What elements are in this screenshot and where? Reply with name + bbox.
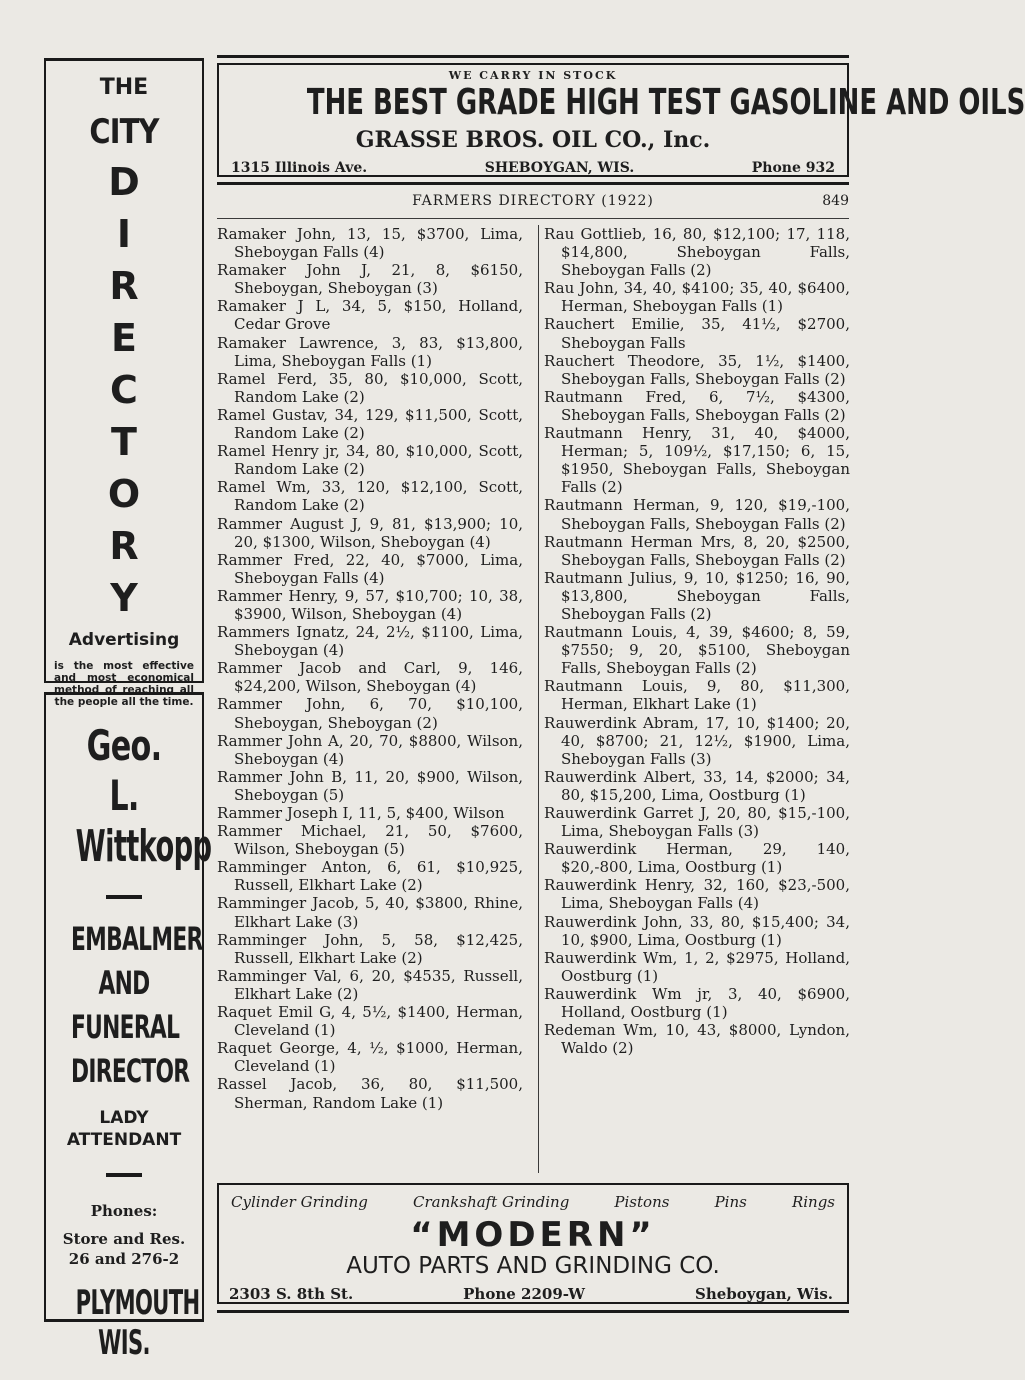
ad-name-line2: Wittkopp — [75, 821, 212, 872]
directory-entry: Rammer Fred, 22, 40, $7000, Lima, Sheboygan Falls (4) — [217, 550, 523, 587]
ad-service: Pistons — [614, 1193, 670, 1211]
directory-entry: Rammer Michael, 21, 50, $7600, Wilson, Sheboygan (5) — [217, 822, 523, 859]
city-directory-ad — [44, 58, 204, 708]
ad-services — [231, 1193, 835, 1211]
directory-entry: Rau Gottlieb, 16, 80, $12,100; 17, 118, $14,800, Sheboygan Falls, Sheboygan Falls (2) — [544, 225, 850, 280]
page-number: 849 — [822, 193, 849, 209]
directory-entry: Rammers Ignatz, 24, 2½, $1100, Lima, Sheboygan (4) — [217, 623, 523, 660]
directory-entry: Ramminger Anton, 6, 61, $10,925, Russell, Elkhart Lake (2) — [217, 858, 523, 895]
column-divider — [538, 225, 539, 1173]
directory-entry: Raquet George, 4, ½, $1000, Herman, Cleveland (1) — [217, 1039, 523, 1076]
ad-company: GRASSE BROS. OIL CO., Inc. — [355, 127, 711, 153]
ad-phones-line2: 26 and 276-2 — [68, 1250, 180, 1268]
ad-service: Rings — [791, 1193, 835, 1211]
ad-brand-name: “MODERN” — [410, 1215, 656, 1255]
ad-city: Sheboygan, Wis. — [694, 1285, 833, 1303]
directory-entry: Raquet Emil G, 4, 5½, $1400, Herman, Cleveland (1) — [217, 1003, 523, 1040]
directory-entry: Rautmann Herman, 9, 120, $19,-100, Sheboygan Falls, Sheboygan Falls (2) — [544, 496, 850, 533]
letter: D — [108, 160, 140, 204]
ad-contact-row — [231, 160, 835, 176]
ad-service: Cylinder Grinding — [231, 1193, 368, 1211]
directory-column-right — [544, 225, 850, 1057]
directory-entry: Ramel Wm, 33, 120, $12,100, Scott, Random Lake (2) — [217, 478, 523, 515]
directory-entry: Rammer Jacob and Carl, 9, 146, $24,200, Wilson, Sheboygan (4) — [217, 659, 523, 696]
ad-the: THE — [99, 75, 149, 100]
directory-entry: Rauchert Theodore, 35, 1½, $1400, Sheboygan Falls, Sheboygan Falls (2) — [544, 351, 850, 388]
directory-entry: Rammer Joseph I, 11, 5, $400, Wilson — [217, 804, 505, 822]
directory-entry: Rammer Henry, 9, 57, $10,700; 10, 38, $3900, Wilson, Sheboygan (4) — [217, 586, 523, 623]
ad-advertising-text: is the most effective and most economical method of reaching all the people all the time. — [54, 660, 194, 708]
ad-carry-line: WE CARRY IN STOCK — [448, 69, 618, 82]
ad-phone: Phone 2209-W — [463, 1285, 586, 1303]
directory-entry: Rauwerdink Albert, 33, 14, $2000; 34, 80, $15,200, Lima, Oostburg (1) — [544, 767, 850, 804]
directory-entry: Rautmann Louis, 4, 39, $4600; 8, 59, $7550; 9, 20, $5100, Sheboygan Falls, Sheboygan Falls (2) — [544, 623, 850, 678]
ad-headline: THE BEST GRADE HIGH TEST GASOLINE AND OILS — [306, 82, 1025, 123]
ad-service: Crankshaft Grinding — [413, 1193, 570, 1211]
directory-entry: Rau John, 34, 40, $4100; 35, 40, $6400, Herman, Sheboygan Falls (1) — [544, 279, 850, 316]
ad-name-line1: Geo. L. — [86, 721, 162, 820]
directory-entry: Rautmann Henry, 31, 40, $4000, Herman; 5, 109½, $17,150; 6, 15, $1950, Sheboygan Falls, Sheboygan Falls (2) — [544, 424, 850, 497]
letter: R — [109, 264, 139, 308]
divider — [106, 895, 142, 899]
ad-service: Pins — [714, 1193, 747, 1211]
ad-director: DIRECTOR — [70, 1052, 190, 1090]
directory-column-left — [217, 225, 523, 1112]
directory-entry: Ramaker Lawrence, 3, 83, $13,800, Lima, Sheboygan Falls (1) — [217, 333, 523, 370]
ad-advertising-heading: Advertising — [68, 630, 180, 650]
page-title: FARMERS DIRECTORY (1922) — [412, 193, 654, 209]
grasse-bros-ad — [217, 55, 1025, 185]
letter: I — [116, 212, 132, 256]
directory-entry: Redeman Wm, 10, 43, $8000, Lyndon, Waldo (2) — [544, 1021, 850, 1058]
wittkopp-ad — [44, 692, 212, 1363]
modern-auto-parts-ad — [217, 1183, 849, 1313]
directory-entry: Rautmann Julius, 9, 10, $1250; 16, 90, $13,800, Sheboygan Falls, Sheboygan Falls (2) — [544, 568, 850, 623]
directory-entry: Rammer John, 6, 70, $10,100, Sheboygan, Sheboygan (2) — [217, 695, 523, 732]
directory-entry: Rauwerdink Wm jr, 3, 40, $6900, Holland, Oostburg (1) — [544, 984, 850, 1022]
directory-entry: Ramel Gustav, 34, 129, $11,500, Scott, Random Lake (2) — [217, 405, 523, 443]
directory-entry: Rauwerdink Wm, 1, 2, $2975, Holland, Oostburg (1) — [544, 948, 850, 985]
directory-entry: Rautmann Fred, 6, 7½, $4300, Sheboygan Falls, Sheboygan Falls (2) — [544, 387, 850, 424]
ad-address: 1315 Illinois Ave. — [231, 160, 368, 176]
directory-entry: Rauwerdink Henry, 32, 160, $23,-500, Lima, Sheboygan Falls (4) — [544, 876, 850, 913]
ad-city: CITY — [89, 112, 159, 152]
divider — [106, 1173, 142, 1177]
ad-company: AUTO PARTS AND GRINDING CO. — [346, 1253, 720, 1279]
directory-entry: Ramel Henry jr, 34, 80, $10,000, Scott, Random Lake (2) — [217, 442, 523, 479]
ad-and: AND — [98, 964, 150, 1002]
ad-phones-line1: Store and Res. — [62, 1230, 186, 1248]
ad-city: SHEBOYGAN, WIS. — [484, 160, 635, 176]
directory-entry: Rautmann Herman Mrs, 8, 20, $2500, Sheboygan Falls, Sheboygan Falls (2) — [544, 532, 850, 569]
ad-attendant: ATTENDANT — [66, 1130, 182, 1150]
header-rule — [217, 218, 849, 219]
letter: C — [110, 368, 138, 412]
directory-entry: Rautmann Louis, 9, 80, $11,300, Herman, Elkhart Lake (1) — [544, 677, 850, 714]
letter: Y — [110, 576, 138, 620]
ad-address: 2303 S. 8th St. — [229, 1285, 354, 1303]
directory-entry: Rauwerdink Herman, 29, 140, $20,-800, Lima, Oostburg (1) — [544, 840, 850, 877]
directory-entry: Rammer August J, 9, 81, $13,900; 10, 20, $1300, Wilson, Sheboygan (4) — [217, 514, 523, 551]
ad-embalmer: EMBALMER — [70, 920, 203, 958]
directory-entry: Rassel Jacob, 36, 80, $11,500, Sherman, Random Lake (1) — [217, 1075, 523, 1112]
ad-phones-label: Phones: — [90, 1202, 158, 1220]
ad-phone: Phone 932 — [751, 160, 835, 176]
directory-entry: Rauwerdink Garret J, 20, 80, $15,-100, Lima, Sheboygan Falls (3) — [544, 804, 850, 841]
letter: E — [111, 316, 137, 360]
letter: T — [111, 420, 137, 464]
directory-entry: Rauchert Emilie, 35, 41½, $2700, Sheboygan Falls — [544, 315, 850, 352]
ad-state: WIS. — [98, 1323, 150, 1363]
ad-city: PLYMOUTH — [75, 1283, 200, 1323]
letter: R — [109, 524, 139, 568]
directory-entry: Ramel Ferd, 35, 80, $10,000, Scott, Random Lake (2) — [217, 369, 523, 406]
letter: O — [107, 472, 141, 516]
directory-entry: Rammer John B, 11, 20, $900, Wilson, Sheboygan (5) — [217, 767, 523, 804]
directory-entry: Ramminger Jacob, 5, 40, $3800, Rhine, Elkhart Lake (3) — [217, 894, 523, 931]
directory-entry: Ramminger Val, 6, 20, $4535, Russell, Elkhart Lake (2) — [217, 966, 523, 1003]
directory-entry: Ramaker John J, 21, 8, $6150, Sheboygan, Sheboygan (3) — [217, 261, 523, 298]
directory-entry: Ramminger John, 5, 58, $12,425, Russell, Elkhart Lake (2) — [217, 930, 523, 967]
directory-entry: Rauwerdink John, 33, 80, $15,400; 34, 10, $900, Lima, Oostburg (1) — [544, 912, 850, 949]
directory-entry: Ramaker John, 13, 15, $3700, Lima, Sheboygan Falls (4) — [217, 225, 523, 262]
ad-lady: LADY — [99, 1108, 149, 1128]
directory-entry: Rauwerdink Abram, 17, 10, $1400; 20, 40, $8700; 21, 12½, $1900, Lima, Sheboygan Falls (3) — [544, 713, 850, 768]
ad-directory-letters — [46, 156, 202, 624]
ad-contact-row — [229, 1285, 833, 1303]
directory-entry: Ramaker J L, 34, 5, $150, Holland, Cedar Grove — [217, 297, 523, 334]
ad-funeral: FUNERAL — [70, 1008, 180, 1046]
directory-entry: Rammer John A, 20, 70, $8800, Wilson, Sheboygan (4) — [217, 731, 523, 768]
